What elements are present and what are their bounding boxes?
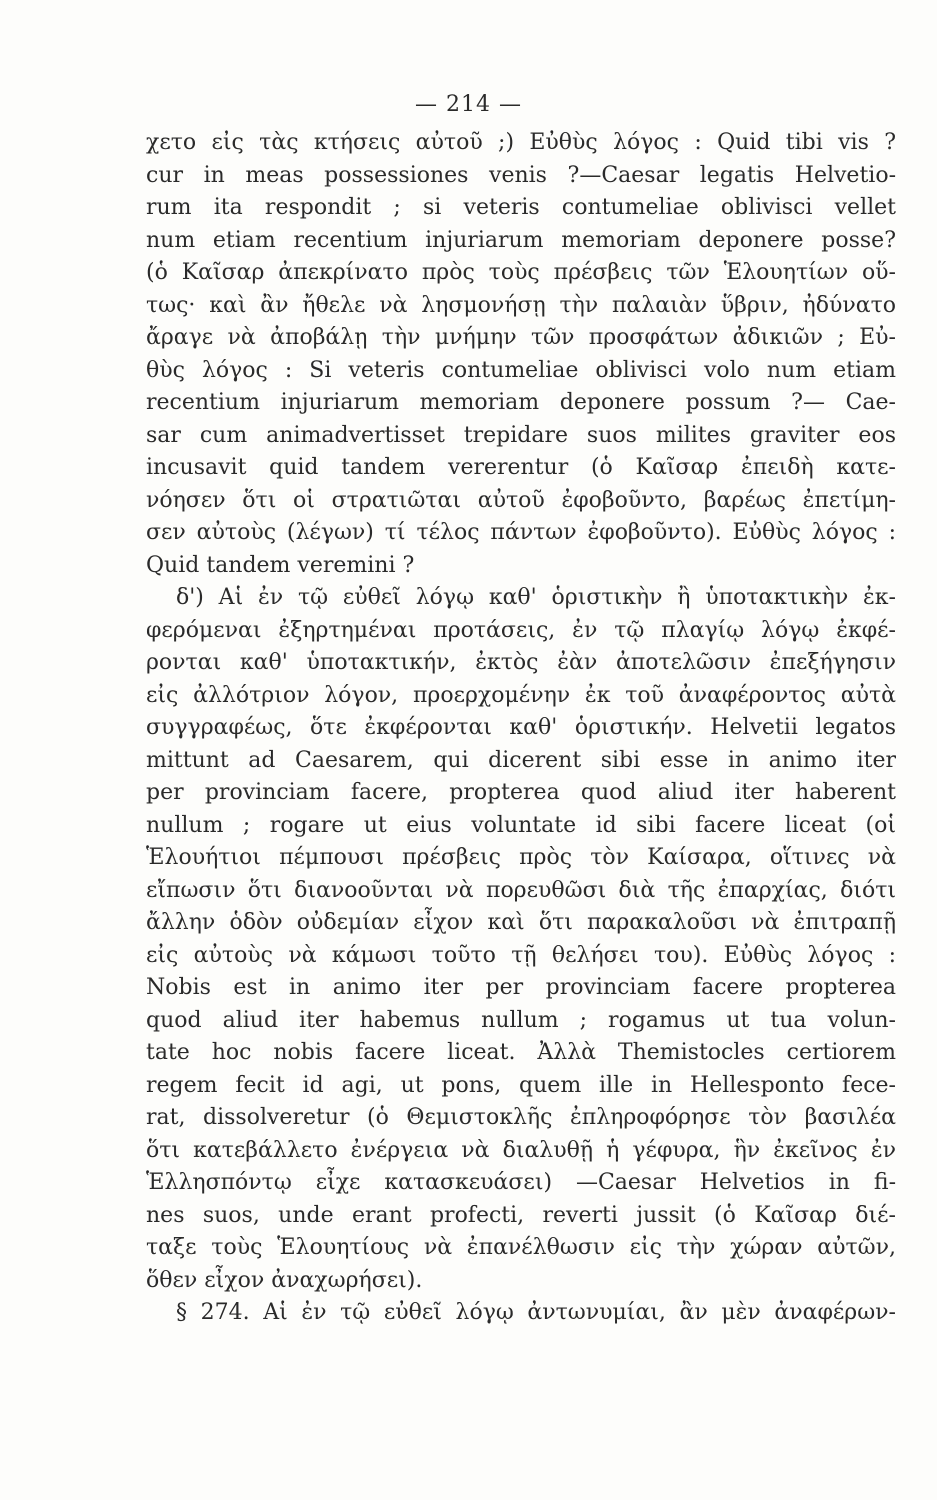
page-number: — 214 —: [415, 92, 522, 117]
text-line: ρονται καθ' ὑποτακτικήν, ἐκτὸς ἐὰν ἀποτελῶσιν ἐπεξήγησιν: [146, 650, 896, 675]
text-line: Quid tandem veremini ?: [146, 552, 415, 578]
text-line: ὅτι κατεβάλλετο ἐνέργεια νὰ διαλυθῇ ἡ γέφυρα, ἣν ἐκεῖνος ἐν: [146, 1137, 896, 1163]
text-line: cur in meas possessiones venis ?—Caesar legatis Helvetio-: [146, 162, 896, 188]
text-line: εἴπωσιν ὅτι διανοοῦνται νὰ πορευθῶσι διὰ τῆς ἐπαρχίας, διότι: [146, 877, 896, 903]
text-line: Nobis est in animo iter per provinciam facere propterea: [146, 975, 896, 1000]
text-line: quod aliud iter habemus nullum ; rogamus ut tua volun-: [146, 1007, 896, 1033]
text-line: τως· καὶ ἂν ἤθελε νὰ λησμονήσῃ τὴν παλαιὰν ὕβριν, ἠδύνατο: [146, 292, 896, 318]
text-line: ἄλλην ὁδὸν οὐδεμίαν εἶχον καὶ ὅτι παρακαλοῦσι νὰ ἐπιτραπῇ: [146, 910, 896, 935]
paragraph-start: δ') Αἱ ἐν τῷ εὐθεῖ λόγῳ καθ' ὁριστικὴν ἢ ὑποτακτικὴν ἐκ-: [176, 585, 896, 610]
text-line: Ἑλουήτιοι πέμπουσι πρέσβεις πρὸς τὸν Καίσαρα, οἵτινες νὰ: [146, 845, 896, 870]
text-line: mittunt ad Caesarem, qui dicerent sibi esse in animo iter: [146, 747, 896, 773]
text-line: nullum ; rogare ut eius voluntate id sibi facere liceat (οἱ: [146, 812, 896, 838]
text-line: εἰς ἀλλότριον λόγον, προερχομένην ἐκ τοῦ ἀναφέροντος αὐτὰ: [146, 682, 896, 708]
text-line: χετο εἰς τὰς κτήσεις αὐτοῦ ;) Εὐθὺς λόγος : Quid tibi vis ?: [146, 130, 896, 155]
text-line: εἰς αὐτοὺς νὰ κάμωσι τοῦτο τῇ θελήσει του). Εὐθὺς λόγος :: [146, 942, 896, 968]
text-line: Ἑλλησπόντῳ εἶχε κατασκευάσει) —Caesar Helvetios in fi-: [146, 1170, 896, 1195]
text-line: per provinciam facere, propterea quod aliud iter haberent: [146, 780, 896, 805]
text-line: regem fecit id agi, ut pons, quem ille in Hellesponto fece-: [146, 1072, 896, 1098]
text-line: θὺς λόγος : Si veteris contumeliae oblivisci volo num etiam: [146, 357, 896, 383]
text-line: nes suos, unde erant profecti, reverti jussit (ὁ Καῖσαρ διέ-: [146, 1202, 896, 1228]
text-line: νόησεν ὅτι οἱ στρατιῶται αὐτοῦ ἐφοβοῦντο, βαρέως ἐπετίμη-: [146, 487, 896, 513]
text-line: φερόμεναι ἐξηρτημέναι προτάσεις, ἐν τῷ πλαγίῳ λόγῳ ἐκφέ-: [146, 617, 896, 643]
text-line: σεν αὐτοὺς (λέγων) τί τέλος πάντων ἐφοβοῦντο). Εὐθὺς λόγος :: [146, 520, 896, 545]
text-line: num etiam recentium injuriarum memoriam deponere posse?: [146, 227, 896, 253]
text-line: rat, dissolveretur (ὁ Θεμιστοκλῆς ἐπληροφόρησε τὸν βασιλέα: [146, 1105, 896, 1130]
body-text: [146, 127, 896, 1330]
text-line: συγγραφέως, ὅτε ἐκφέρονται καθ' ὁριστικήν. Helvetii legatos: [146, 715, 896, 740]
text-line: ἄραγε νὰ ἀποβάλῃ τὴν μνήμην τῶν προσφάτων ἀδικιῶν ; Εὐ-: [146, 325, 896, 350]
text-line: tate hoc nobis facere liceat. Ἀλλὰ Themistocles certiorem: [146, 1040, 896, 1065]
text-line: ταξε τοὺς Ἑλουητίους νὰ ἐπανέλθωσιν εἰς τὴν χώραν αὐτῶν,: [146, 1235, 896, 1260]
text-line: ὅθεν εἶχον ἀναχωρήσει).: [146, 1267, 423, 1293]
text-line: incusavit quid tandem vererentur (ὁ Καῖσαρ ἐπειδὴ κατε-: [146, 455, 896, 480]
text-line: sar cum animadvertisset trepidare suos milites graviter eos: [146, 422, 896, 448]
text-line: (ὁ Καῖσαρ ἀπεκρίνατο πρὸς τοὺς πρέσβεις τῶν Ἑλουητίων οὕ-: [146, 260, 896, 285]
section-heading-line: § 274. Αἱ ἐν τῷ εὐθεῖ λόγῳ ἀντωνυμίαι, ἂν μὲν ἀναφέρων-: [176, 1300, 896, 1325]
text-line: recentium injuriarum memoriam deponere possum ?— Cae-: [146, 390, 896, 415]
text-line: rum ita respondit ; si veteris contumeliae oblivisci vellet: [146, 195, 896, 220]
